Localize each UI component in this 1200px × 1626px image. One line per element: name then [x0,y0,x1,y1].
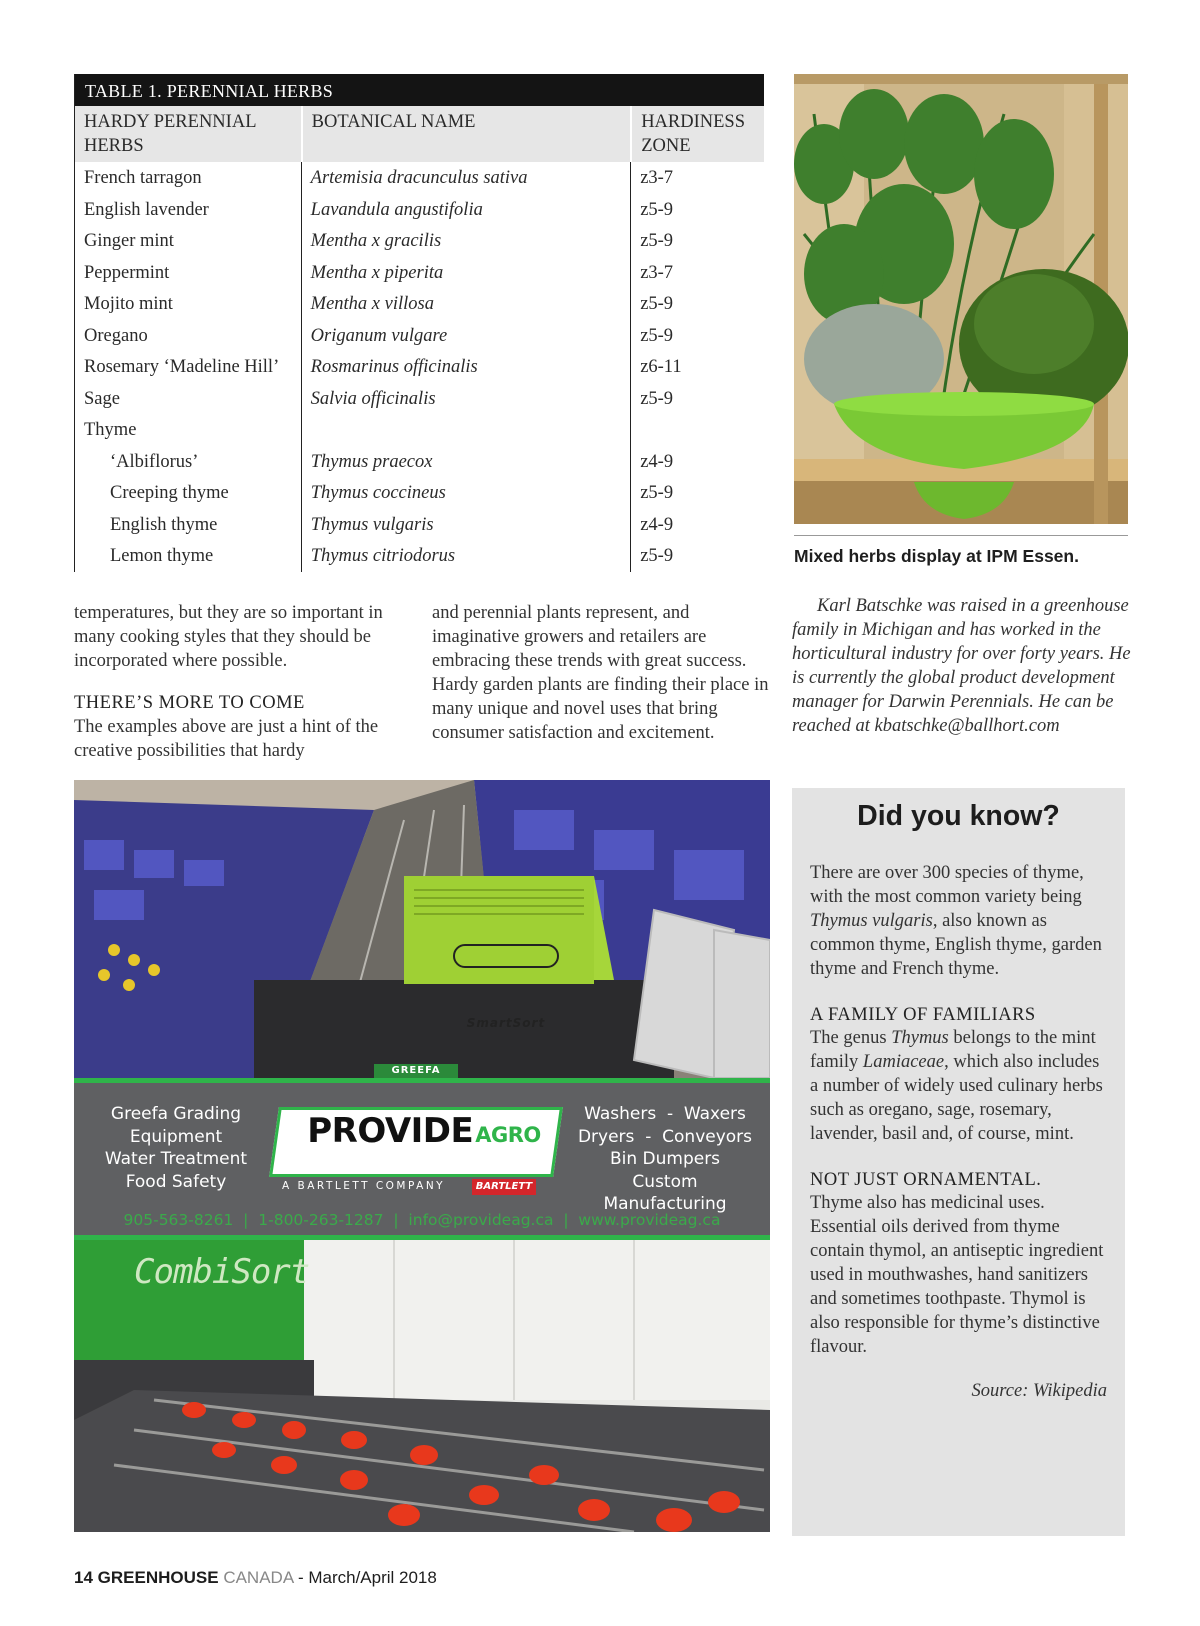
zone-cell: z6-11 [630,351,764,383]
publication-name: GREENHOUSE [97,1568,219,1587]
service-item: Equipment [129,1126,223,1147]
intro-text-end: , also known as common thyme, English thyme, garden thyme and French thyme. [810,911,1102,979]
article-paragraph: temperatures, but they are so important in many cooking styles that they should be incorporated where possible. [74,603,383,671]
article-paragraph: The examples above are just a hint of the creative possibilities that hardy [74,717,379,761]
service-item: Food Safety [125,1171,227,1192]
header-zone: HARDINESS ZONE [630,106,764,162]
publication-country: CANADA [223,1568,294,1587]
header-herb: HARDY PERENNIAL HERBS [84,112,256,156]
botanical-cell: Origanum vulgare [301,320,631,352]
genus-name: Thymus [891,1028,949,1048]
table-row [75,320,764,352]
zone-cell: z3-7 [630,162,764,194]
greefa-label: GREEFA [391,1065,441,1076]
family-paragraph [810,1026,1107,1146]
table-row [75,540,764,572]
zone-cell: z4-9 [630,509,764,541]
issue-date: - March/April 2018 [293,1568,437,1587]
family-text-mid: belongs to the mint family [810,1028,1096,1072]
family-text: The genus [810,1028,892,1048]
herb-cell: Ginger mint [84,231,174,251]
herb-cell: Lemon thyme [110,546,214,566]
botanical-cell: Mentha x piperita [301,257,631,289]
author-bio [792,594,1132,738]
section-heading: THERE’S MORE TO COME [74,693,305,713]
botanical-cell: Thymus citriodorus [301,540,631,572]
header-botanical: BOTANICAL NAME [301,106,631,162]
botanical-cell: Thymus praecox [301,446,631,478]
logo-suffix-text: AGRO [475,1123,541,1147]
herb-cell: Mojito mint [84,294,173,314]
table-row [75,414,764,446]
did-you-know-sidebar [792,788,1125,1536]
ad-contact-line[interactable]: 905-563-8261 | 1-800-263-1287 | info@provideag.ca | www.provideag.ca [123,1211,721,1229]
herb-cell: Rosemary ‘Madeline Hill’ [84,357,280,377]
family-heading: A FAMILY OF FAMILIARS [810,1005,1036,1025]
caption-divider [794,535,1128,536]
service-item: Dryers - Conveyors [577,1126,753,1147]
page-footer [74,1568,437,1588]
herb-cell: Sage [84,388,120,409]
sidebar-title: Did you know? [857,800,1060,832]
botanical-cell: Lavandula angustifolia [301,194,631,226]
provide-agro-advertisement[interactable] [74,780,770,1532]
table-row [75,509,764,541]
zone-cell: z3-7 [630,257,764,289]
zone-cell: z5-9 [630,225,764,257]
provide-agro-logo [284,1111,564,1151]
zone-cell: z5-9 [630,288,764,320]
table-row [75,351,764,383]
herb-cell: Oregano [84,325,148,346]
table-row [75,477,764,509]
zone-cell: z4-9 [630,446,764,478]
table-row [75,446,764,478]
service-item: Custom Manufacturing [603,1171,727,1214]
botanical-cell: Thymus coccineus [301,477,631,509]
medicinal-heading: NOT JUST ORNAMENTAL. [810,1170,1042,1190]
herb-cell: English thyme [110,514,218,535]
zone-cell [630,414,764,446]
botanical-cell: Thymus vulgaris [301,509,631,541]
herb-cell: Creeping thyme [110,483,229,503]
source-credit: Source: Wikipedia [971,1381,1107,1401]
article-column-2 [432,601,772,745]
botanical-cell: Rosmarinus officinalis [301,351,631,383]
herb-cell: Thyme [84,420,137,440]
table-title: TABLE 1. PERENNIAL HERBS [75,74,764,106]
table-row [75,194,764,226]
intro-text: There are over 300 species of thyme, with the most common variety being [810,863,1084,907]
herb-display-photo [794,74,1128,524]
photo-caption: Mixed herbs display at IPM Essen. [794,546,1079,566]
table-row [75,288,764,320]
herb-cell: French tarragon [84,168,202,188]
bartlett-badge: BARTLETT [472,1179,536,1195]
family-name: Lamiaceae [862,1052,945,1072]
sidebar-intro [810,861,1107,981]
page-number: 14 [74,1568,93,1587]
services-list-right [572,1103,758,1216]
table-header-row [75,106,764,162]
service-item: Bin Dumpers [609,1149,721,1169]
table-row [75,383,764,415]
zone-cell: z5-9 [630,477,764,509]
zone-cell: z5-9 [630,320,764,352]
family-text-end: , which also includes a number of widely used culinary herbs such as oregano, sage, rosemary, lavender, basil and, of course, mint. [810,1052,1103,1144]
logo-main-text: PROVIDE [307,1111,474,1151]
service-item: Water Treatment [104,1149,248,1169]
medicinal-paragraph: Thyme also has medicinal uses. Essential oils derived from thyme contain thymol, an antiseptic ingredient used in mouthwashes, hand sanitizers and sometimes toothpaste. Thymol is also responsible for thyme’s distinctive flavour. [810,1193,1104,1357]
article-paragraph: and perennial plants represent, and imaginative growers and retailers are embracing these trends with great success. Hardy garden plants are finding their place in many unique and novel uses that bring consumer satisfaction and excitement. [432,603,769,743]
botanical-cell: Mentha x gracilis [301,225,631,257]
intro-species: Thymus vulgaris [810,911,933,931]
botanical-cell: Salvia officinalis [301,383,631,415]
service-item: Washers - Waxers [584,1104,746,1124]
botanical-cell: Mentha x villosa [301,288,631,320]
herb-cell: ‘Albiflorus’ [110,451,199,472]
smartsort-label: SmartSort [466,1016,546,1030]
combisort-label: CombiSort [134,1252,310,1292]
table-row [75,162,764,194]
zone-cell: z5-9 [630,540,764,572]
logo-tagline: A BARTLETT COMPANY [282,1180,446,1192]
table-row [75,225,764,257]
smartsort-machine-photo [74,780,770,1078]
herb-cell: Peppermint [84,262,170,283]
perennial-herbs-table [74,74,764,572]
zone-cell: z5-9 [630,383,764,415]
table-row [75,257,764,289]
author-bio-text: Karl Batschke was raised in a greenhouse family in Michigan and has worked in the horticultural industry for over forty years. He is currently the global product development manager for Darwin Perennials. He can be reached at kbatschke@ballhort.com [792,596,1131,736]
herb-display-illustration [794,74,1128,524]
ad-info-band [74,1078,770,1240]
herb-cell: English lavender [84,199,209,220]
botanical-cell: Artemisia dracunculus sativa [301,162,631,194]
botanical-cell [301,414,631,446]
services-list-left [92,1103,260,1193]
service-item: Greefa Grading [110,1104,242,1124]
zone-cell: z5-9 [630,194,764,226]
article-column-1 [74,601,414,763]
